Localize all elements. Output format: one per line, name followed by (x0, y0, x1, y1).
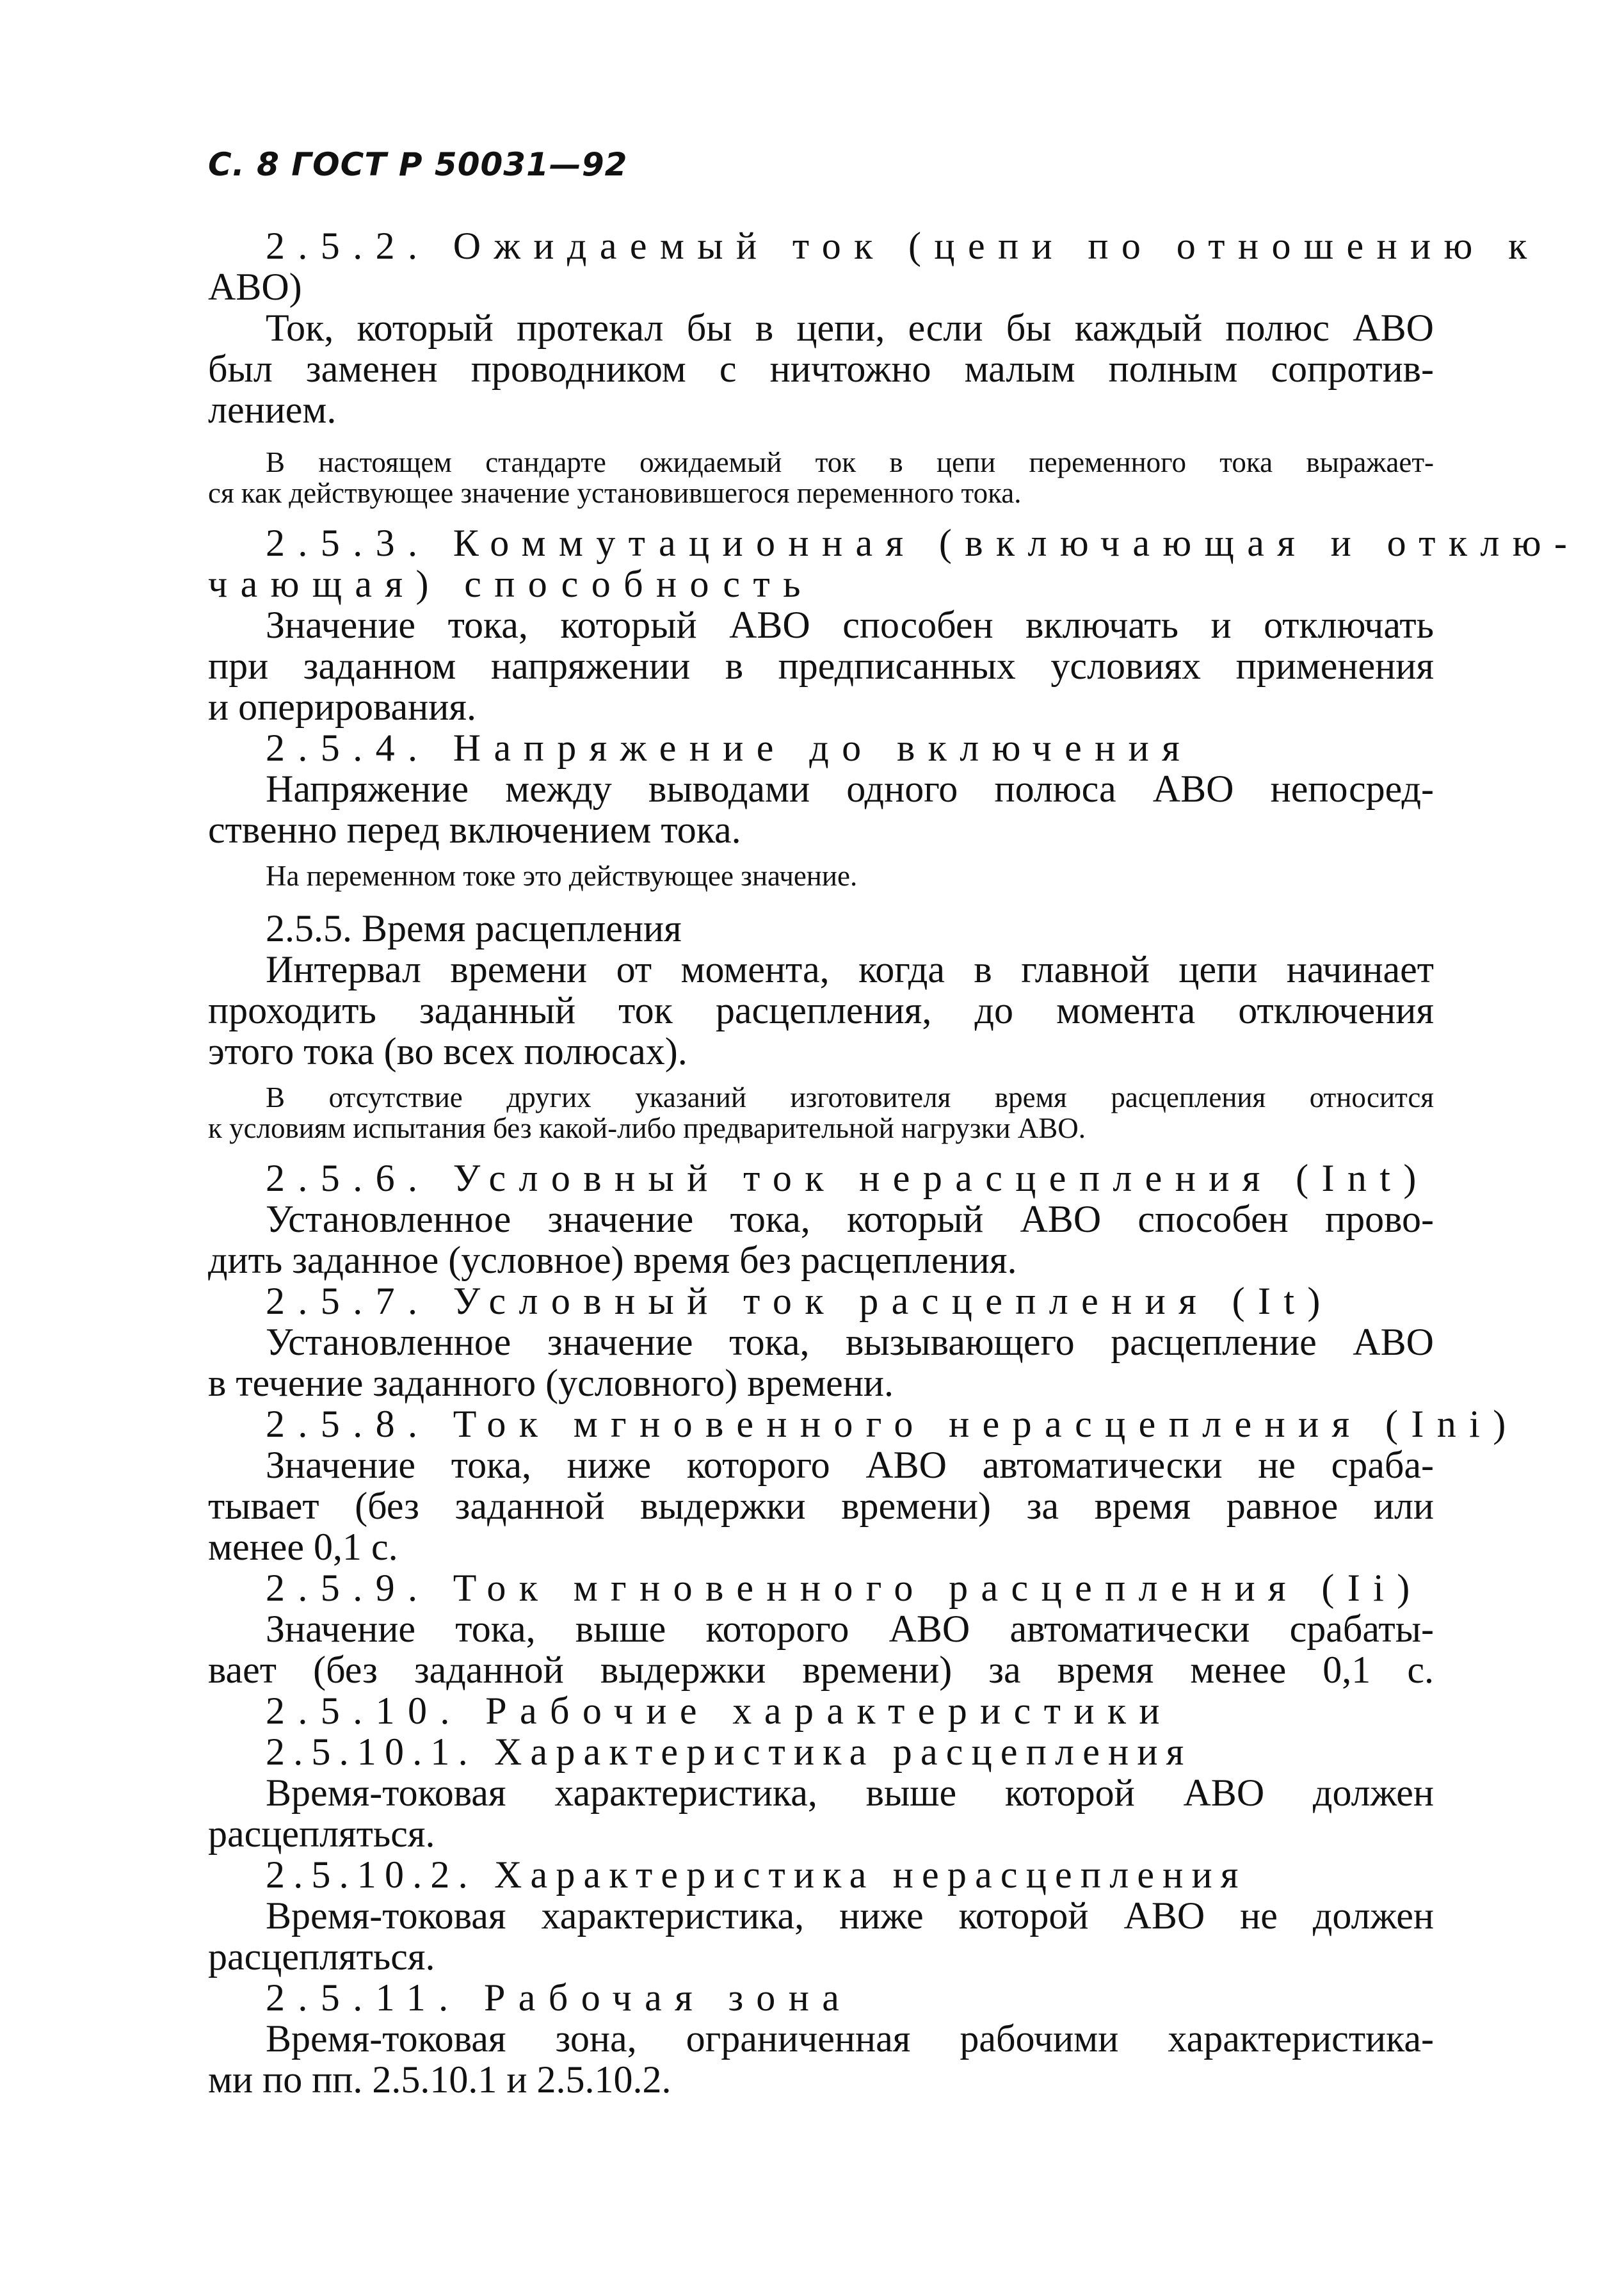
definition-line: Установленное значение тока, вызывающего расцепление АВО (266, 1321, 1434, 1363)
definition-line: проходить заданный ток расцепления, до момента отключения (208, 989, 1434, 1031)
term-heading-2-5-3-cont: чающая) способность (208, 563, 814, 605)
term-heading-2-5-2-cont: АВО) (208, 266, 302, 308)
page-header: С. 8 ГОСТ Р 50031—92 (208, 146, 628, 183)
term-heading-2-5-3: 2.5.3. Коммутационная (включающая и отклю- (266, 522, 1580, 564)
definition-line: Ток, который протекал бы в цепи, если бы каждый полюс АВО (266, 307, 1434, 349)
note-line: На переменном токе это действующее значение. (266, 860, 858, 892)
term-heading-2-5-4: 2.5.4. Напряжение до включения (266, 727, 1193, 769)
definition-line: ственно перед включением тока. (208, 809, 741, 851)
definition-line: менее 0,1 с. (208, 1526, 398, 1568)
term-heading-2-5-8: 2.5.8. Ток мгновенного нерасцепления (Ini) (266, 1403, 1519, 1445)
definition-line: расцепляться. (208, 1813, 435, 1855)
definition-line: Время-токовая зона, ограниченная рабочими характеристика- (266, 2017, 1434, 2060)
note-line: к условиям испытания без какой-либо предварительной нагрузки АВО. (208, 1112, 1086, 1144)
definition-line: был заменен проводником с ничтожно малым полным сопротив- (208, 348, 1434, 390)
definition-line: Значение тока, который АВО способен включать и отключать (266, 604, 1434, 646)
definition-line: Напряжение между выводами одного полюса АВО непосред- (266, 768, 1434, 810)
definition-line: Время-токовая характеристика, ниже которой АВО не должен (266, 1895, 1434, 1937)
term-heading-2-5-10-2: 2.5.10.2. Характеристика нерасцепления (266, 1854, 1247, 1896)
definition-line: Значение тока, ниже которого АВО автоматически не сраба- (266, 1444, 1434, 1486)
term-heading-2-5-2: 2.5.2. Ожидаемый ток (цепи по отношению к (266, 225, 1540, 267)
definition-line: этого тока (во всех полюсах). (208, 1030, 687, 1072)
note-line: ся как действующее значение установившегося переменного тока. (208, 477, 1022, 509)
term-heading-2-5-6: 2.5.6. Условный ток нерасцепления (Int) (266, 1157, 1429, 1199)
term-heading-2-5-7: 2.5.7. Условный ток расцепления (It) (266, 1280, 1333, 1322)
definition-line: и оперирования. (208, 686, 476, 728)
definition-line: дить заданное (условное) время без расцепления. (208, 1239, 1017, 1281)
term-heading-2-5-10: 2.5.10. Рабочие характеристики (266, 1690, 1173, 1732)
definition-line: Время-токовая характеристика, выше которой АВО должен (266, 1772, 1434, 1814)
definition-line: Значение тока, выше которого АВО автоматически срабаты- (266, 1608, 1434, 1650)
definition-line: вает (без заданной выдержки времени) за время менее 0,1 с. (208, 1649, 1434, 1691)
definition-line: Установленное значение тока, который АВО способен прово- (266, 1198, 1434, 1240)
definition-line: Интервал времени от момента, когда в главной цепи начинает (266, 948, 1434, 990)
term-heading-2-5-11: 2.5.11. Рабочая зона (266, 1976, 853, 2019)
term-heading-2-5-5: 2.5.5. Время расцепления (266, 907, 682, 950)
note-line: В настоящем стандарте ожидаемый ток в цепи переменного тока выражает- (266, 446, 1434, 478)
definition-line: ми по пп. 2.5.10.1 и 2.5.10.2. (208, 2058, 671, 2101)
term-heading-2-5-9: 2.5.9. Ток мгновенного расцепления (Ii) (266, 1567, 1423, 1609)
definition-line: расцепляться. (208, 1936, 435, 1978)
definition-line: тывает (без заданной выдержки времени) за время равное или (208, 1485, 1434, 1527)
definition-line: при заданном напряжении в предписанных условиях применения (208, 645, 1434, 687)
term-heading-2-5-10-1: 2.5.10.1. Характеристика расцепления (266, 1731, 1193, 1773)
definition-line: в течение заданного (условного) времени. (208, 1362, 894, 1404)
note-line: В отсутствие других указаний изготовителя время расцепления относится (266, 1081, 1434, 1113)
definition-line: лением. (208, 389, 337, 431)
